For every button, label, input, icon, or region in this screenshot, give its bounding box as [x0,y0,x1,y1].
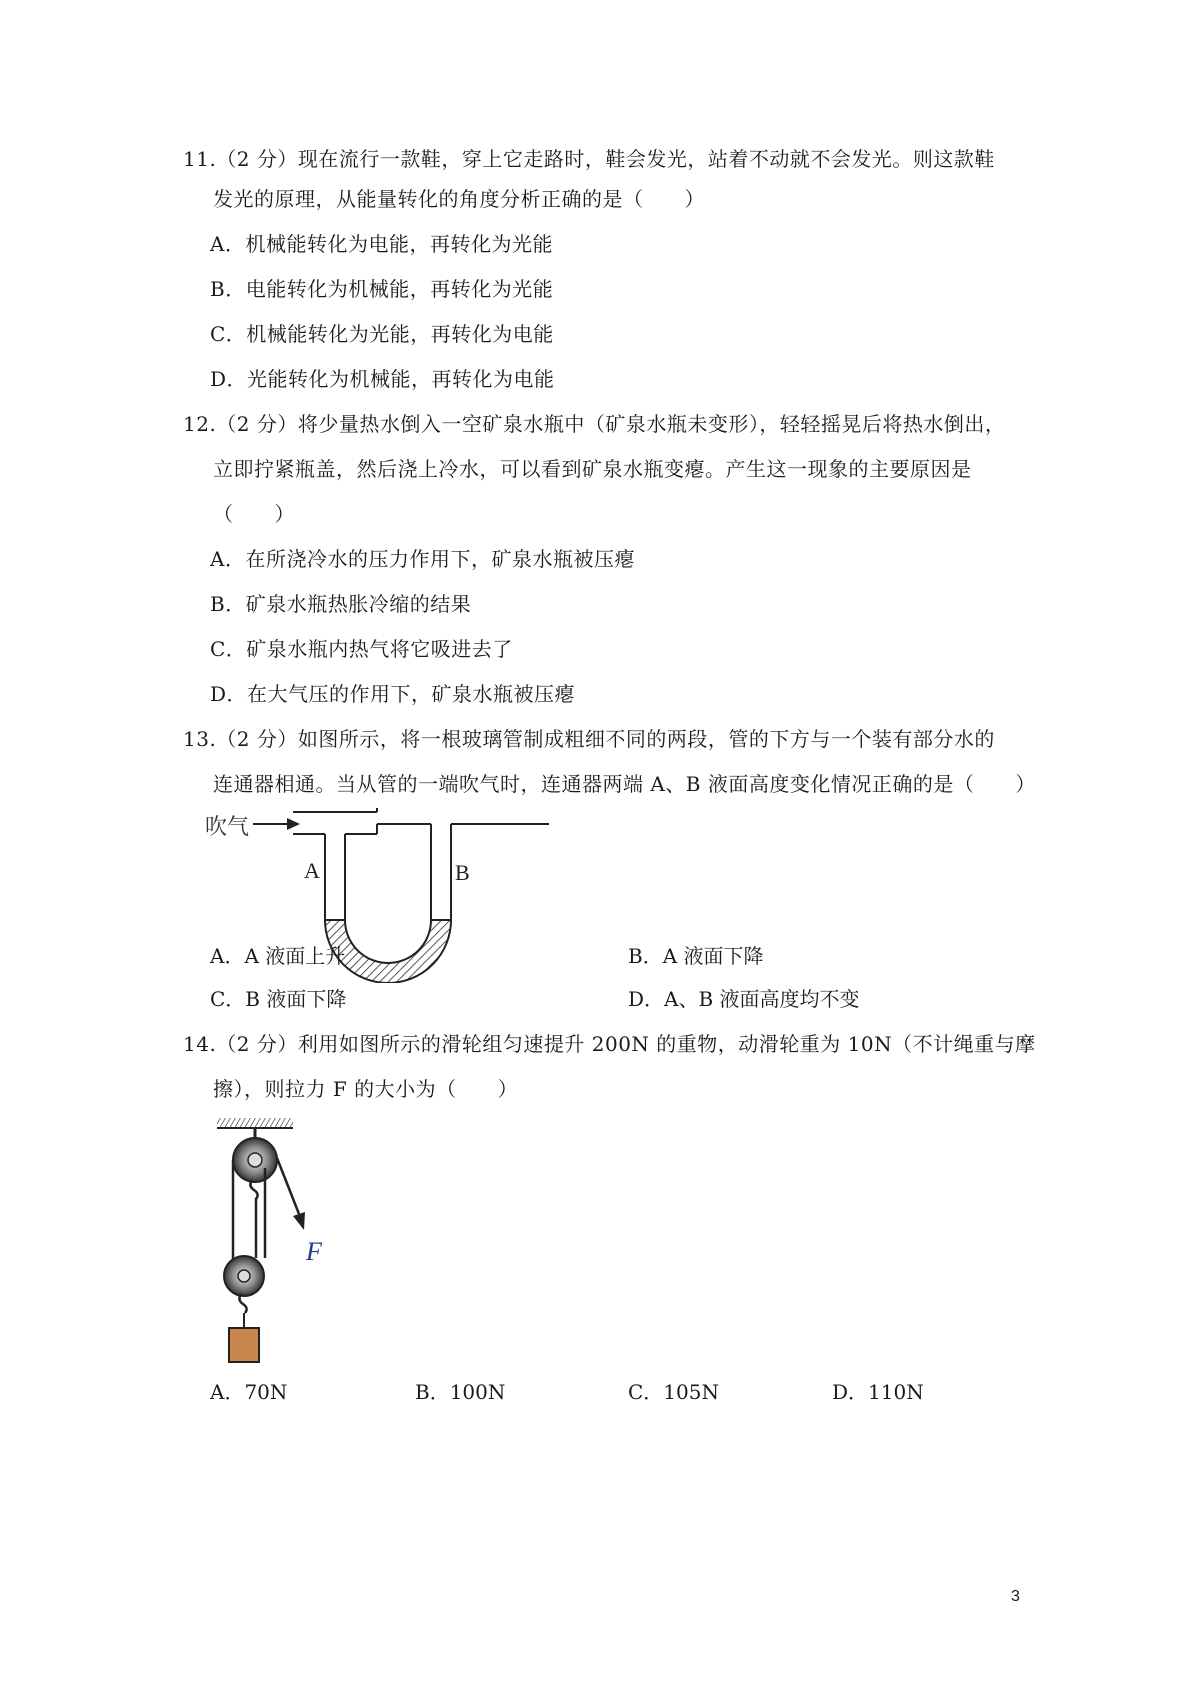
q12-option-c: C．矿泉水瓶内热气将它吸进去了 [210,637,513,661]
q13-option-a: A．A 液面上升 [210,944,346,968]
label-a: A [304,858,320,883]
q11-stem-line-2: 发光的原理，从能量转化的角度分析正确的是（ ） [213,187,705,211]
q13-stem-line-2: 连通器相通。当从管的一端吹气时，连通器两端 A、B 液面高度变化情况正确的是（ ） [213,772,1036,796]
q14-option-b: B．100N [415,1380,506,1404]
q14-stem-line-2: 擦），则拉力 F 的大小为（ ） [213,1077,519,1101]
page-number: 3 [1011,1588,1020,1605]
q11-option-c: C．机械能转化为光能，再转化为电能 [210,322,554,346]
pull-rope [277,1158,299,1214]
q12-stem-line-1: 12.（2 分）将少量热水倒入一空矿泉水瓶中（矿泉水瓶未变形），轻轻摇晃后将热水倒出， [183,412,1006,436]
q11-option-d: D．光能转化为机械能，再转化为电能 [210,367,555,391]
q11-stem-line-1: 11.（2 分）现在流行一款鞋，穿上它走路时，鞋会发光，站着不动就不会发光。则这款鞋 [183,147,995,171]
q12-stem-line-2: 立即拧紧瓶盖，然后浇上冷水，可以看到矿泉水瓶变瘪。产生这一现象的主要原因是 [213,457,972,481]
q11-option-b: B．电能转化为机械能，再转化为光能 [210,277,554,301]
glass-tube [293,808,549,923]
q12-option-a: A．在所浇冷水的压力作用下，矿泉水瓶被压瘪 [210,547,635,571]
pulley-system-figure [205,1118,355,1418]
weight-block [229,1328,259,1362]
q14-option-a: A．70N [210,1380,288,1404]
q12-option-b: B．矿泉水瓶热胀冷缩的结果 [210,592,472,616]
blow-arrow-icon [253,818,300,830]
q14-option-c: C．105N [628,1380,719,1404]
q13-option-b: B．A 液面下降 [628,944,764,968]
ceiling [217,1118,293,1128]
q14-option-d: D．110N [832,1380,924,1404]
q13-stem-line-1: 13.（2 分）如图所示，将一根玻璃管制成粗细不同的两段，管的下方与一个装有部分水的 [183,727,995,751]
blow-label: 吹气 [205,815,250,840]
force-label: F [306,1237,322,1266]
q11-option-a: A．机械能转化为电能，再转化为光能 [210,232,553,256]
q13-option-d: D．A、B 液面高度均不变 [628,987,860,1011]
q12-option-d: D．在大气压的作用下，矿泉水瓶被压瘪 [210,682,576,706]
q14-stem-line-1: 14.（2 分）利用如图所示的滑轮组匀速提升 200N 的重物，动滑轮重为 10N（不计绳重与摩 [183,1032,1036,1056]
label-b: B [455,860,470,885]
q12-stem-line-3: （ ） [213,502,295,526]
q13-option-c: C．B 液面下降 [210,987,347,1011]
force-arrow-icon [293,1212,305,1230]
